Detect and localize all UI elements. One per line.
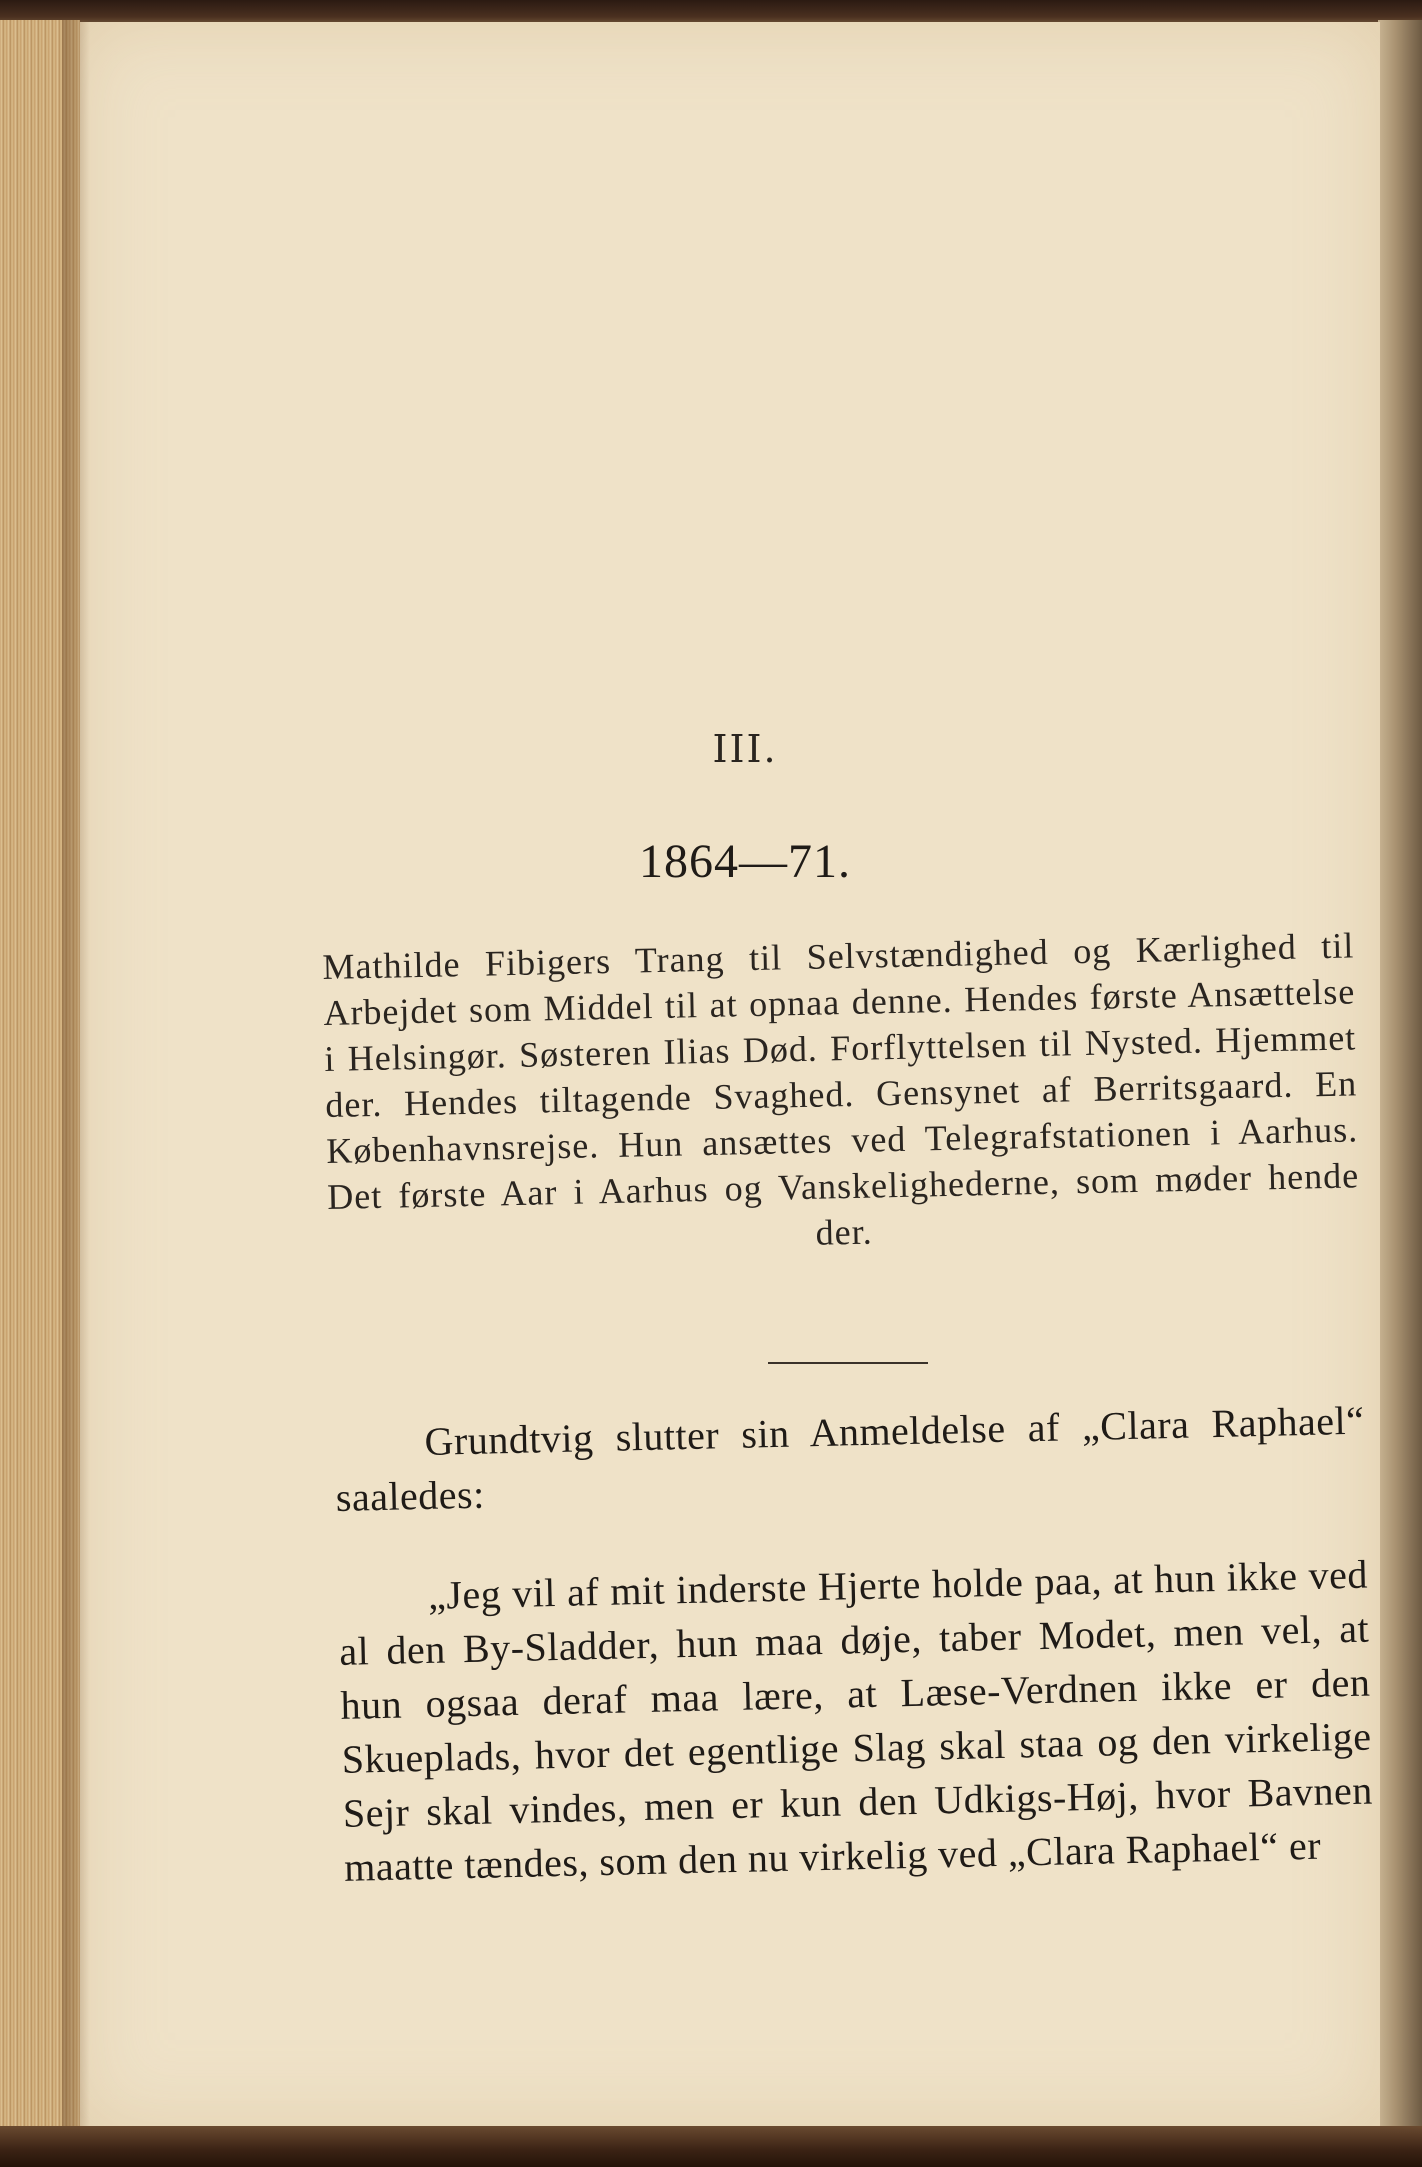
body-text	[334, 1394, 1375, 1895]
section-divider	[768, 1362, 928, 1364]
book-page-edge-right	[1378, 20, 1422, 2130]
book-top-edge	[0, 0, 1422, 24]
chapter-summary: Mathilde Fibigers Trang til Selvstændighed og Kærlighed til Arbejdet som Middel til at opnaa denne. Hendes første Ansættelse i Helsingør. Søsteren Ilias Død. Forflyttelsen til Nysted. Hjemmet der. Hendes tiltagende Svaghed. Gensynet af Berritsgaard. En Københavnsrejse. Hun ansættes ved Telegrafstationen i Aarhus. Det første Aar i Aarhus og Vanskelighederne, som møder hende der.	[322, 925, 1360, 1253]
chapter-number: III.	[712, 727, 778, 771]
book-page	[80, 22, 1380, 2128]
gutter-shadow	[62, 20, 90, 2130]
paragraph-1: Grundtvig slutter sin Anmeldelse af „Clara Raphael“ saaledes:	[335, 1397, 1365, 1520]
book-bottom-edge	[0, 2126, 1422, 2167]
paragraph-2: „Jeg vil af mit inderste Hjerte holde paa, at hun ikke ved al den By-Sladder, hun maa døje, taber Modet, men vel, at hun ogsaa deraf maa lære, at Læse-Verdnen ikke er den Skueplads, hvor det egentlige Slag skal staa og den virkelige Sejr skal vindes, men er kun den Udkigs-Høj, hvor Bavnen maatte tændes, som den nu virkelig ved „Clara Raphael“ er	[338, 1551, 1374, 1890]
chapter-years: 1864—71.	[639, 835, 851, 888]
